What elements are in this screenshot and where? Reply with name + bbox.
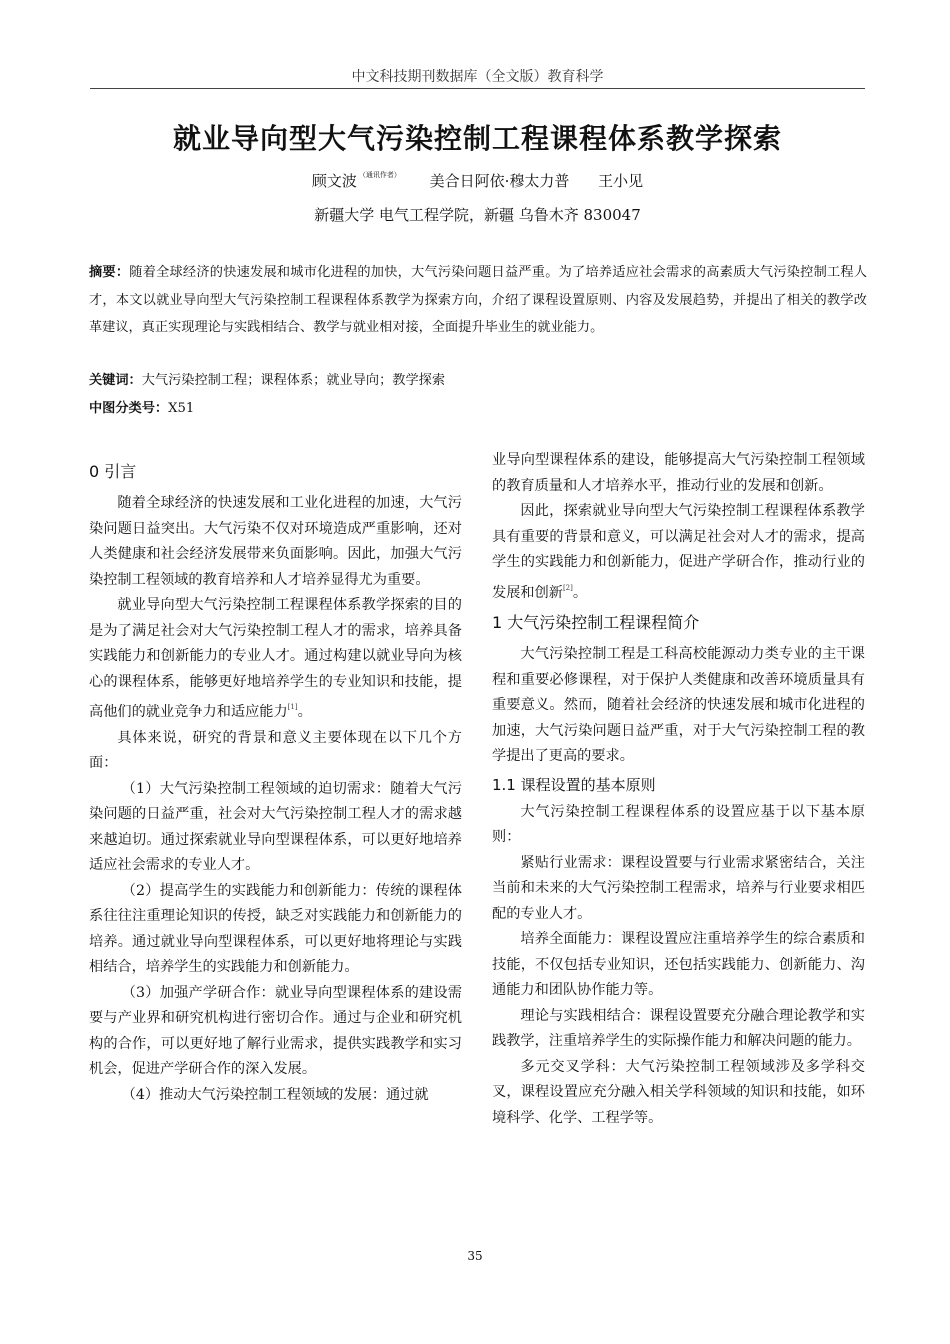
page-number: 35: [467, 1249, 483, 1263]
paragraph-continued: 业导向型课程体系的建设，能够提高大气污染控制工程领域的教育质量和人才培养水平，推动行业的发展和创新。: [492, 452, 865, 494]
author-list: [90, 170, 865, 191]
journal-header: 中文科技期刊数据库（全文版）教育科学: [351, 69, 604, 85]
author-1: [312, 172, 401, 190]
abstract-label: 摘要：: [89, 265, 130, 280]
section-0-heading: 0 引言: [89, 462, 137, 481]
author-1-name: 顾文波: [311, 172, 357, 190]
paragraph: 培养全面能力：课程设置应注重培养学生的综合素质和技能，不仅包括专业知识，还包括实践能力、创新能力、沟通能力和团队协作能力等。: [492, 931, 865, 998]
affiliation: 新疆大学 电气工程学院，新疆 乌鲁木齐 830047: [314, 206, 641, 224]
keywords: [89, 369, 445, 388]
corresponding-author-note: （通讯作者）: [358, 171, 401, 179]
keywords-text: 大气污染控制工程；课程体系；就业导向；教学探索: [141, 373, 446, 388]
author-2: 美合日阿依·穆太力普: [429, 172, 570, 190]
list-item: （3）加强产学研合作：就业导向型课程体系的建设需要与产业界和研究机构进行密切合作。通过与企业和研究机构的合作，可以更好地了解行业需求，提供实践教学和实习机会，促进产学研合作的深入发展。: [89, 984, 462, 1077]
paragraph: 大气污染控制工程课程体系的设置应基于以下基本原则：: [492, 803, 865, 845]
citation-ref: [1]: [287, 703, 298, 711]
abstract-text: 随着全球经济的快速发展和城市化进程的加快，大气污染问题日益严重。为了培养适应社会需求的高素质大气污染控制工程人才，本文以就业导向型大气污染控制工程课程体系教学为探索方向，介绍了课程设置原则、内容及发展趋势，并提出了相关的教学改革建议，真正实现理论与实践相结合、教学与就业相对接，全面提升毕业生的就业能力。: [89, 265, 868, 335]
paragraph: 多元交叉学科：大气污染控制工程领域涉及多学科交叉，课程设置应充分融入相关学科领域的知识和技能，如环境科学、化学、工程学等。: [492, 1058, 865, 1126]
paragraph: 具体来说，研究的背景和意义主要体现在以下几个方面：: [89, 729, 462, 771]
paragraph: [492, 499, 865, 606]
paragraph-end: 。: [297, 704, 312, 720]
paragraph-end: 。: [572, 584, 588, 601]
list-item: （1）大气污染控制工程领域的迫切需求：随着大气污染问题的日益严重，社会对大气污染控制工程人才的需求越来越迫切。通过探索就业导向型课程体系，可以更好地培养适应社会需求的专业人才。: [89, 780, 462, 873]
citation-ref: [2]: [562, 583, 573, 592]
list-item: （4）推动大气污染控制工程领域的发展：通过就: [121, 1086, 429, 1103]
paragraph: 紧贴行业需求：课程设置要与行业需求紧密结合，关注当前和未来的大气污染控制工程需求，培养与行业要求相匹配的专业人才。: [492, 854, 865, 922]
paragraph: 大气污染控制工程是工科高校能源动力类专业的主干课程和重要必修课程，对于保护人类健康和改善环境质量具有重要意义。然而，随着社会经济的快速发展和城市化进程的加速，大气污染问题日益严重，对于大气污染控制工程的教学提出了更高的要求。: [492, 646, 865, 764]
left-column: [89, 455, 462, 1108]
list-item: （2）提高学生的实践能力和创新能力：传统的课程体系往往注重理论知识的传授，缺乏对实践能力和创新能力的培养。通过就业导向型课程体系，可以更好地将理论与实践相结合，培养学生的实践能力和创新能力。: [89, 882, 462, 975]
right-column: [492, 448, 865, 1131]
paragraph: 随着全球经济的快速发展和工业化进程的加速，大气污染问题日益突出。大气污染不仅对环境造成严重影响，还对人类健康和社会经济发展带来负面影响。因此，加强大气污染控制工程领域的教育培养和人才培养显得尤为重要。: [89, 495, 462, 588]
author-3: 王小见: [598, 172, 644, 190]
clc-label: 中图分类号：: [89, 401, 169, 416]
paper-title: 就业导向型大气污染控制工程课程体系教学探索: [172, 122, 782, 155]
section-1-heading: 1 大气污染控制工程课程简介: [492, 613, 700, 632]
paragraph-text: 就业导向型大气污染控制工程课程体系教学探索的目的是为了满足社会对大气污染控制工程人才的需求，培养具备实践能力和创新能力的专业人才。通过构建以就业导向为核心的课程体系，能够更好地培养学生的专业知识和技能，提高他们的就业竞争力和适应能力: [89, 597, 462, 720]
keywords-label: 关键词：: [89, 373, 142, 388]
subsection-1-1-heading: 1.1 课程设置的基本原则: [492, 775, 656, 794]
paragraph: 理论与实践相结合：课程设置要充分融合理论教学和实践教学，注重培养学生的实际操作能力和解决问题的能力。: [492, 1007, 865, 1049]
paragraph-text: 因此，探索就业导向型大气污染控制工程课程体系教学具有重要的背景和意义，可以满足社会对人才的需求，提高学生的实践能力和创新能力，促进产学研合作，推动行业的发展和创新: [492, 503, 865, 601]
clc-text: X51: [168, 401, 195, 416]
paragraph: [89, 593, 462, 726]
header-rule: [90, 88, 865, 89]
abstract: [89, 259, 867, 342]
clc-number: [89, 397, 194, 416]
